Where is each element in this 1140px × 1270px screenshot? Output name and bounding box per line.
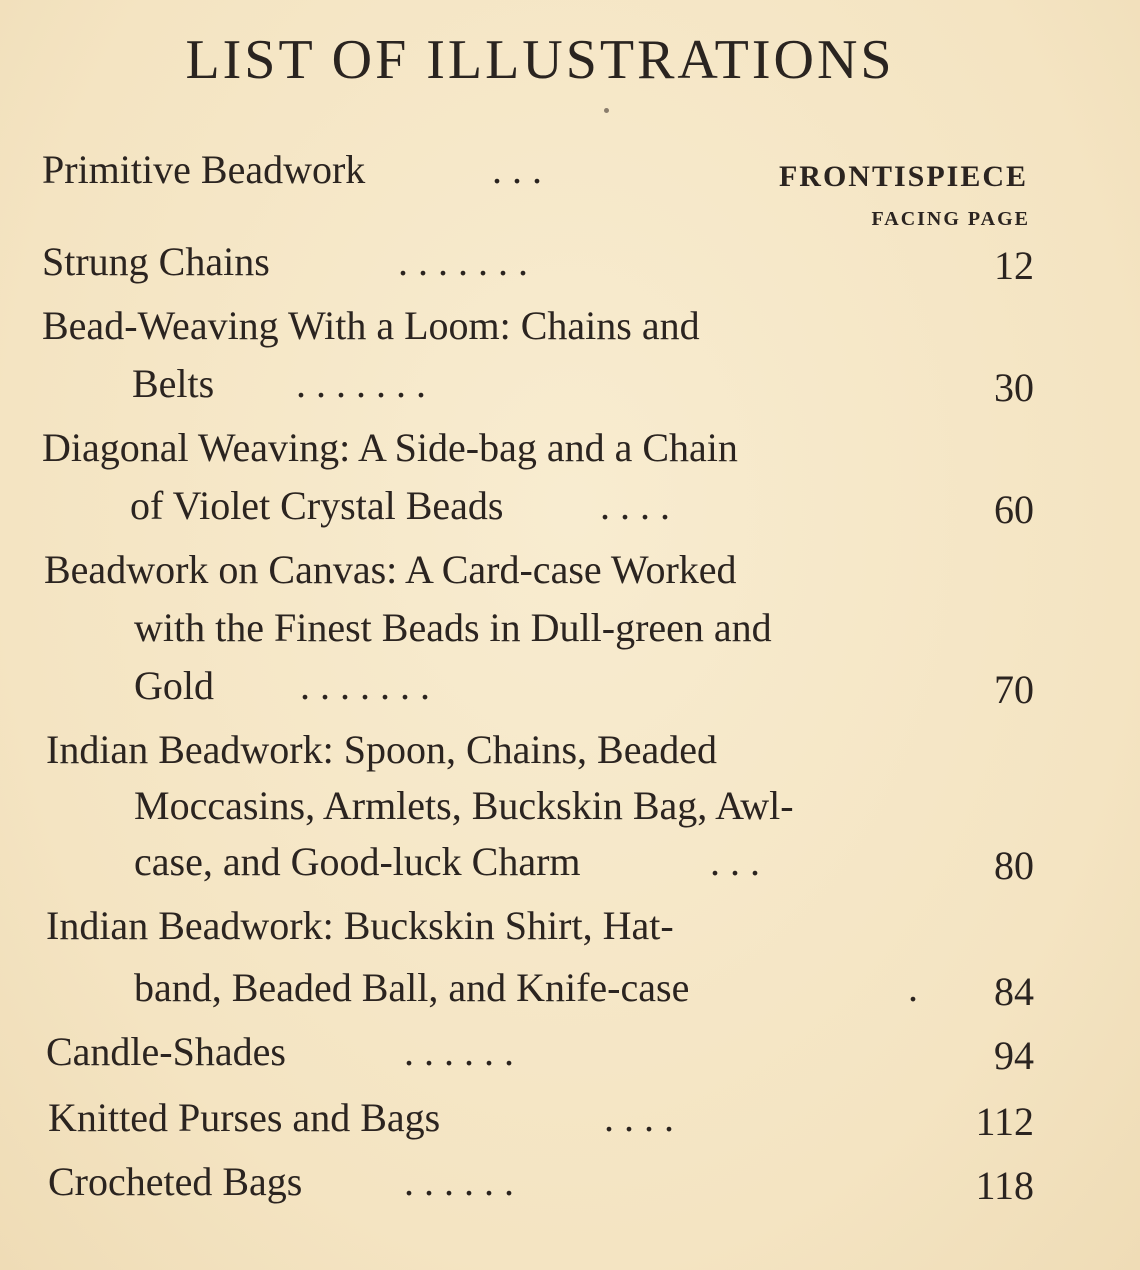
entry-6-page: 84 [994, 969, 1034, 1014]
entry-5-page: 80 [994, 843, 1034, 888]
entry-5-leader: . . . [710, 839, 760, 884]
entry-3-leader: . . . . [600, 483, 670, 528]
entry-3-line-0: Diagonal Weaving: A Side-bag and a Chain [42, 425, 738, 470]
entry-5-line-1: Moccasins, Armlets, Buckskin Bag, Awl- [134, 783, 794, 828]
entry-2-line-0: Bead-Weaving With a Loom: Chains and [42, 303, 700, 348]
entry-9-page: 118 [975, 1163, 1034, 1208]
entry-4-page: 70 [994, 667, 1034, 712]
entry-5-line-0: Indian Beadwork: Spoon, Chains, Beaded [46, 727, 717, 772]
entry-7-page: 94 [994, 1033, 1034, 1078]
entry-6-line-1: band, Beaded Ball, and Knife-case [134, 965, 690, 1010]
entry-4-leader: . . . . . . . [300, 663, 430, 708]
entry-6-leader: . [908, 965, 918, 1010]
entry-8-line-0: Knitted Purses and Bags [48, 1095, 441, 1140]
entry-1-page: 12 [994, 243, 1034, 288]
entry-7-leader: . . . . . . [404, 1029, 514, 1074]
entry-4-line-1: with the Finest Beads in Dull-green and [134, 605, 772, 650]
entry-9-line-0: Crocheted Bags [48, 1159, 303, 1204]
entry-5-line-2: case, and Good-luck Charm [134, 839, 581, 884]
facing-page-label: FACING PAGE [871, 208, 1030, 230]
entry-7-line-0: Candle-Shades [46, 1029, 286, 1074]
entry-8-page: 112 [975, 1099, 1034, 1144]
entry-1-line-0: Strung Chains [42, 239, 270, 284]
page-title: LIST OF ILLUSTRATIONS [185, 29, 895, 91]
entry-2-line-1: Belts [132, 361, 215, 406]
entry-3-line-1: of Violet Crystal Beads [130, 483, 504, 528]
entry-3-page: 60 [994, 487, 1034, 532]
entry-4-line-2: Gold [134, 663, 214, 708]
entry-2-leader: . . . . . . . [296, 361, 426, 406]
entry-0-line-0: Primitive Beadwork [42, 147, 366, 192]
entry-6-line-0: Indian Beadwork: Buckskin Shirt, Hat- [46, 903, 674, 948]
entry-8-leader: . . . . [604, 1095, 674, 1140]
entry-1-leader: . . . . . . . [398, 239, 528, 284]
ornament-dot [604, 108, 609, 113]
entry-0-leader: . . . [492, 147, 542, 192]
entry-9-leader: . . . . . . [404, 1159, 514, 1204]
frontispiece-label: FRONTISPIECE [778, 160, 1028, 193]
entry-2-page: 30 [994, 365, 1034, 410]
entry-4-line-0: Beadwork on Canvas: A Card-case Worked [44, 547, 737, 592]
